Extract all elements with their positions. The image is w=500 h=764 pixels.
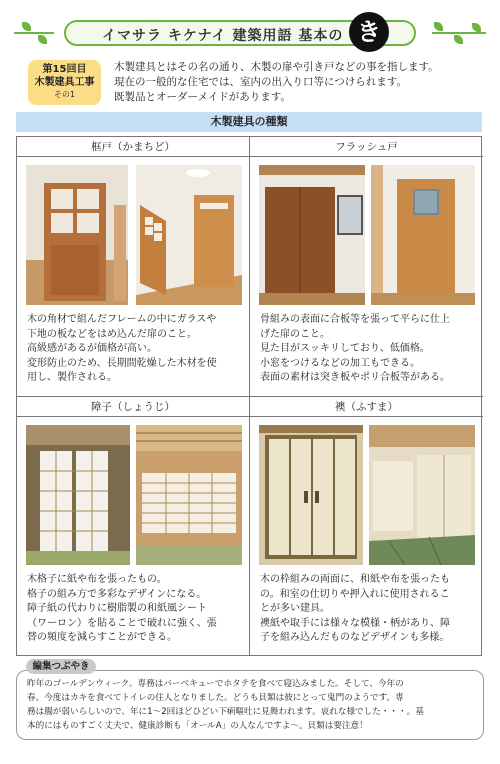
description-line: 下地の板などをはめ込んだ扉のこと。 bbox=[27, 328, 197, 340]
description-line: 木の角材で組んだフレームの中にガラスや bbox=[27, 314, 217, 325]
flush-door-photo-2 bbox=[371, 165, 475, 305]
intro-line: 木製建具とはその名の通り、木製の扉や引き戸などの事を指します。 bbox=[114, 61, 439, 73]
type-description bbox=[17, 307, 249, 386]
leaf-icon bbox=[472, 23, 481, 32]
leaf-icon bbox=[38, 35, 47, 44]
description-line: 骨組みの表面に合板等を張って平らに仕上 bbox=[260, 314, 450, 325]
type-name: 障子（しょうじ） bbox=[17, 397, 249, 417]
type-description bbox=[250, 307, 483, 386]
description-line: 見た目がスッキリしており、低価格。 bbox=[260, 343, 430, 354]
description-line: 襖紙や取手には様々な模様・柄があり、障 bbox=[260, 617, 450, 629]
section-title: 木製建具の種類 bbox=[16, 112, 482, 132]
type-cell-shoji bbox=[17, 397, 250, 655]
type-description bbox=[17, 567, 249, 646]
flush-door-photo-1 bbox=[259, 165, 365, 305]
kamachido-photo-1 bbox=[26, 165, 128, 305]
banner-rule-left bbox=[14, 32, 54, 34]
leaf-icon bbox=[454, 35, 463, 44]
description-line: 子を組み込んだものなどデザインも多様。 bbox=[260, 632, 450, 643]
type-cell-kamachido bbox=[17, 137, 250, 397]
intro-line: 現在の一般的な住宅では、室内の出入り口等につけられます。 bbox=[114, 76, 407, 88]
description-line: 小窓をつけるなどの加工もできる。 bbox=[260, 357, 420, 369]
intro-text bbox=[114, 60, 484, 105]
shoji-photo-2 bbox=[136, 425, 242, 565]
banner-rule-right bbox=[432, 32, 486, 34]
fusuma-photo-2 bbox=[369, 425, 475, 565]
leaf-icon bbox=[434, 22, 443, 31]
description-line: （ワーロン）を貼ることで破れに強く、張 bbox=[27, 617, 217, 629]
banner-title: イマサラ キケナイ 建築用語 基本の bbox=[102, 28, 344, 44]
episode-number: 第15回目 bbox=[42, 64, 87, 75]
type-photos bbox=[17, 157, 249, 307]
note-line: 務は腸が弱いらしいので、年に1～2回ほどひどい下痢嘔吐に見舞われます。哀れな様でした・・・。基 bbox=[27, 707, 424, 717]
description-line: 用し、製作される。 bbox=[27, 372, 117, 383]
note-line: 昨年のゴールデンウィーク。専務はバーベキューでホタテを食べて寝込みました。そして、今年の bbox=[27, 679, 404, 689]
type-cell-flush-door bbox=[250, 137, 483, 397]
episode-topic: 木製建具工事 bbox=[34, 77, 95, 88]
description-line: 変形防止のため、長期間乾燥した木材を使 bbox=[27, 357, 217, 369]
type-photos bbox=[17, 417, 249, 567]
description-line: げた扉のこと。 bbox=[260, 328, 330, 340]
episode-tag bbox=[28, 60, 101, 105]
description-line: 高級感があるが価格が高い。 bbox=[27, 343, 157, 354]
type-name: フラッシュ戸 bbox=[250, 137, 483, 157]
episode-part: その1 bbox=[53, 90, 76, 99]
type-description bbox=[250, 567, 483, 646]
type-name: 襖（ふすま） bbox=[250, 397, 483, 417]
description-line: とが多い建具。 bbox=[260, 603, 330, 614]
intro-line: 既製品とオーダーメイドがあります。 bbox=[114, 91, 291, 103]
editor-note bbox=[16, 670, 484, 740]
description-line: の。和室の仕切りや押入れに使用されるこ bbox=[260, 588, 450, 600]
type-photos bbox=[250, 157, 483, 307]
type-photos bbox=[250, 417, 483, 567]
types-grid bbox=[16, 136, 482, 656]
kamachido-photo-2 bbox=[136, 165, 242, 305]
leaf-icon bbox=[22, 22, 31, 31]
shoji-photo-1 bbox=[26, 425, 130, 565]
header-banner bbox=[14, 20, 486, 46]
description-line: 替の頻度を減らすことができる。 bbox=[27, 632, 177, 643]
note-line: 春。今度はカキを食べてトイレの住人となりました。どうも貝類は彼にとって鬼門のようです。専 bbox=[27, 693, 404, 703]
description-line: 木の枠組みの両面に、和紙や布を張ったも bbox=[260, 574, 450, 585]
type-cell-fusuma bbox=[250, 397, 483, 655]
description-line: 障子紙の代わりに樹脂製の和紙風シート bbox=[27, 603, 207, 614]
description-line: 格子の組み方で多彩なデザインになる。 bbox=[27, 588, 207, 600]
type-name: 框戸（かまちど） bbox=[17, 137, 249, 157]
note-line: 本的にはものすごく丈夫で、健康診断も「オールA」の人なんですよ～。貝類は要注意！ bbox=[27, 721, 368, 731]
description-line: 木格子に紙や布を張ったもの。 bbox=[27, 574, 167, 585]
description-line: 表面の素材は突き板やポリ合板等がある。 bbox=[260, 372, 450, 383]
fusuma-photo-1 bbox=[259, 425, 363, 565]
editor-note-label: 編集つぶやき bbox=[26, 659, 96, 674]
ki-badge: き bbox=[349, 12, 389, 52]
